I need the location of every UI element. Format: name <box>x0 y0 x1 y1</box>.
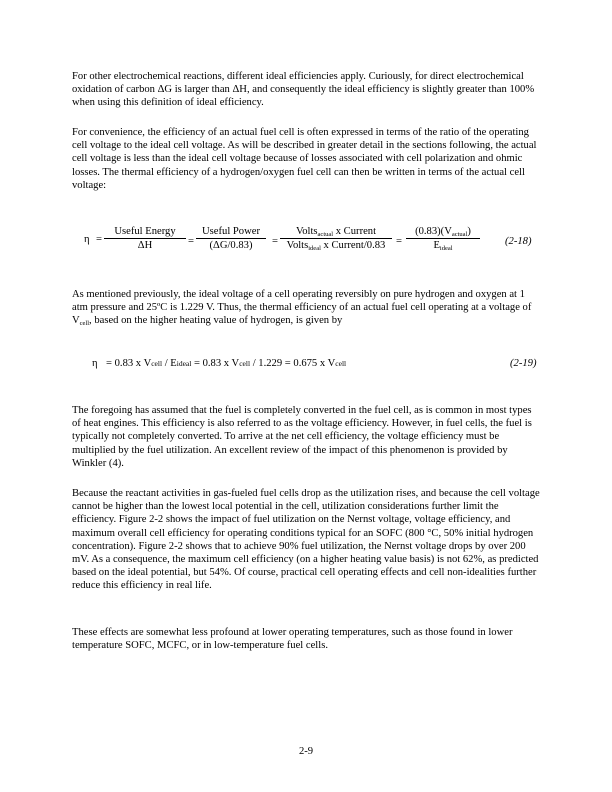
fraction-actual <box>406 226 480 251</box>
equation-number: (2-19) <box>510 358 537 369</box>
fraction-denominator: $E_{ideal}$ <box>433 240 453 252</box>
equation-number: (2-18) <box>505 236 532 247</box>
equals-sign: = <box>396 236 402 247</box>
equals-sign: = <box>188 236 194 247</box>
fraction-energy <box>104 226 186 251</box>
fraction-denominator: Volts$_{ideal}$ x Current/0.83 <box>286 240 386 252</box>
paragraph-reactant-activities: Because the reactant activities in gas-fueled fuel cells drop as the utilization rises, and because the cell voltage cannot be higher than the lowest local potential in the cell, utilization considerations further limit the efficiency. Figure 2-2 shows the impact of fuel utilization on the Nernst voltage, voltage efficiency, and maximum overall cell efficiency for operating conditions typical for an SOFC (800 °C, 50% initial hydrogen concentration). Figure 2-2 shows that to achieve 90% fuel utilization, the Nernst voltage drops by over 200 mV. As a consequence, the maximum cell efficiency (on a higher heating value basis) is not 62%, as predicted based on the ideal potential, but 54%. Of course, practical cell operating effects and cell non-idealities further reduce this efficiency in real life. <box>72 488 540 592</box>
equation-body: = 0.83 x Vcell / Eideal = 0.83 x Vcell / 1.229 = 0.675 x Vcell <box>106 358 347 369</box>
paragraph-fuel-utilization: The foregoing has assumed that the fuel is completely converted in the fuel cell, as is common in most types of heat engines. This efficiency is also referred to as the voltage efficiency. However, in fuel cells, the fuel is typically not completely converted. To arrive at the net cell efficiency, the voltage efficiency must be multiplied by the fuel utilization. An excellent review of the impact of this phenomenon is provided by Winkler (4). <box>72 405 532 469</box>
page-number: 2-9 <box>298 746 314 757</box>
eta-symbol: η <box>92 358 98 369</box>
fraction-volts <box>280 226 392 251</box>
equals-sign: = <box>272 236 278 247</box>
eta-symbol: η <box>84 234 90 245</box>
fraction-numerator: $(0.83)(V_{actual})$ <box>406 226 480 239</box>
paragraph-ideal-efficiencies: For other electrochemical reactions, different ideal efficiencies apply. Curiously, for direct electrochemical oxidation of carbon ΔG is larger than ΔH, and consequently the ideal efficiency is slightly greater than 100% when using this definition of ideal efficiency. <box>72 71 535 109</box>
paragraph-ideal-voltage: As mentioned previously, the ideal voltage of a cell operating reversibly on pure hydrogen and oxygen at 1 atm pressure and 25ºC is 1.229 V. Thus, the thermal efficiency of an actual fuel cell operating at a voltage of $V_{cell}$, based on the higher heating value of hydrogen, is given by <box>72 289 532 328</box>
equals-sign: = <box>96 234 102 245</box>
fraction-numerator: Useful Power <box>196 226 266 239</box>
fraction-numerator: Useful Energy <box>104 226 186 239</box>
fraction-numerator: Volts$_{actual}$ x Current <box>280 226 392 239</box>
paragraph-lower-temperatures: These effects are somewhat less profound at lower operating temperatures, such as those found in lower temperature SOFC, MCFC, or in low-temperature fuel cells. <box>72 627 513 652</box>
paragraph-voltage-ratio: For convenience, the efficiency of an actual fuel cell is often expressed in terms of the ratio of the operating cell voltage to the ideal cell voltage. As will be described in greater detail in the sections following, the actual cell voltage is less than the ideal cell voltage because of losses associated with cell polarization and ohmic losses. The thermal efficiency of a hydrogen/oxygen fuel cell can then be written in terms of the actual cell voltage: <box>72 127 537 191</box>
fraction-denominator: ΔH <box>137 240 153 251</box>
fraction-power <box>196 226 266 251</box>
fraction-denominator: (ΔG/0.83) <box>209 240 253 251</box>
